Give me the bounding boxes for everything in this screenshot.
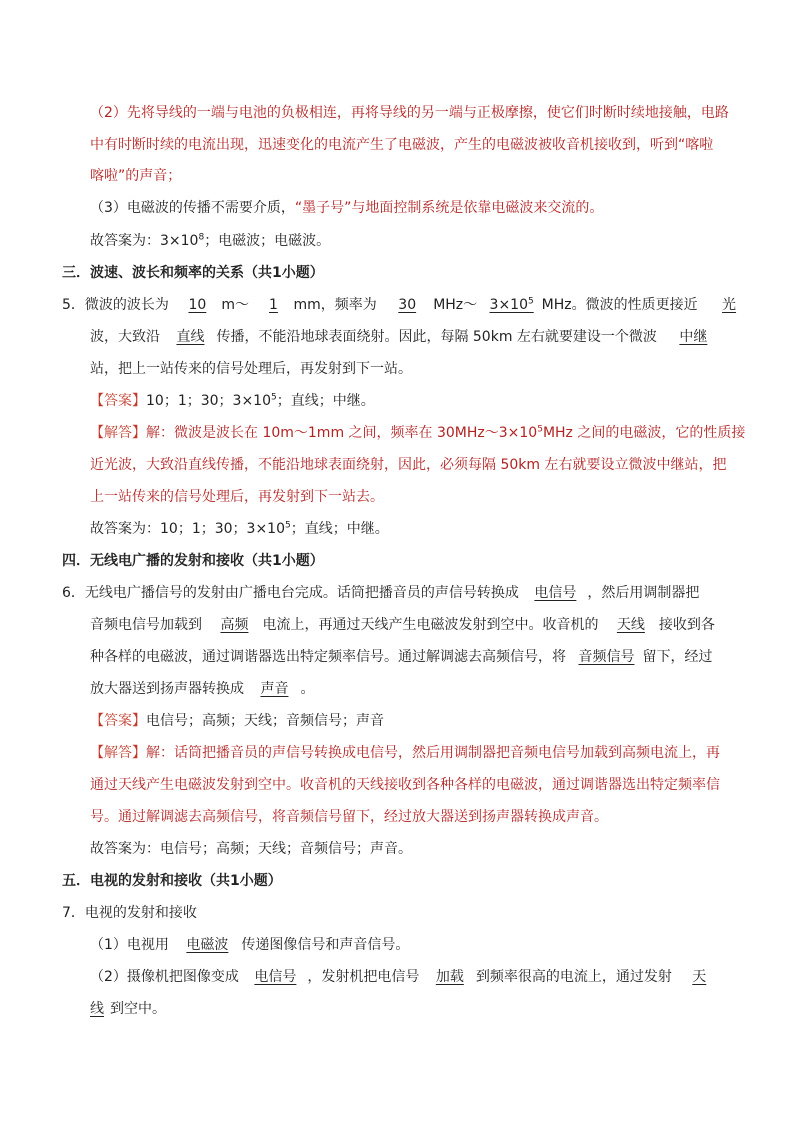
blank-answer: 电信号	[534, 585, 577, 601]
text: “墨子号”与地面控制系统是依靠电磁波来交流的。	[294, 200, 604, 216]
answer-line	[90, 390, 375, 412]
text: 音频电信号加载到	[90, 617, 202, 633]
superscript: 5	[527, 296, 534, 307]
blank-answer	[482, 294, 542, 316]
text: 传递图像信号和声音信号。	[241, 937, 410, 953]
answer-tag: 【答案】	[90, 393, 146, 409]
blank-answer: 1	[269, 297, 278, 313]
blank-answer: 声音	[260, 681, 289, 697]
text: ，然后用调制器把	[587, 585, 700, 601]
final-answer-line	[90, 230, 330, 252]
text: 放大器送到扬声器转换成	[90, 681, 244, 697]
text: ；直线；中继。	[290, 521, 389, 537]
text: 故答案为：3×10	[90, 233, 199, 249]
text: ；直线；中继。	[276, 393, 375, 409]
text: 解：微波是波长在 10m～1mm 之间，频率在 30MHz～3×10	[146, 425, 538, 441]
text: 解：话筒把播音员的声信号转换成电信号，然后用调制器把音频电信号加载到高频电流上，再	[146, 745, 720, 761]
question-7-part1	[90, 934, 409, 956]
blank-answer: 线	[90, 1001, 104, 1017]
superscript: 5	[285, 520, 291, 531]
question-6-line4	[90, 678, 314, 700]
explanation-line3: 上一站传来的信号处理后，再发射到下一站去。	[90, 489, 384, 505]
blank-answer: 中继	[679, 329, 708, 345]
section-title: 三．波速、波长和频率的关系（共1小题）	[62, 265, 324, 281]
answer-line	[90, 710, 384, 732]
question-7-title: 7．电视的发射和接收	[62, 905, 197, 921]
question-6-line1	[62, 582, 699, 604]
blank-answer: 天	[692, 969, 707, 985]
question-6-line3	[90, 646, 712, 668]
question-5-line3: 站，把上一站传来的信号处理后，再发射到下一站。	[90, 361, 412, 377]
blank-answer: 高频	[220, 617, 249, 633]
explanation-line1	[90, 742, 720, 764]
text: 留下，经过	[642, 649, 713, 665]
blank-answer: 直线	[176, 329, 205, 345]
section-title: 四．无线电广播的发射和接收（共1小题）	[62, 553, 324, 569]
text: 10；1；30；3×10	[146, 393, 271, 409]
answer-part3-line	[90, 197, 603, 219]
answer-part2-line2	[90, 134, 713, 156]
text: 电流上，再通过天线产生电磁波发射到空中。收音机的	[262, 617, 599, 633]
text: 接收到各	[658, 617, 715, 633]
blank-answer: 天线	[616, 617, 645, 633]
explanation-line3: 号。通过解调滤去高频信号，将音频信号留下，经过放大器送到扬声器转换成声音。	[90, 809, 608, 825]
question-5-line2	[90, 326, 709, 348]
answer-part2-line1	[90, 102, 729, 124]
text: 电信号；高频；天线；音频信号；声音	[146, 713, 384, 729]
text: 喀啦”的声音；	[90, 168, 182, 184]
text: 5．微波的波长为	[62, 297, 169, 313]
question-7-part2-line1	[90, 966, 708, 988]
text: 6．无线电广播信号的发射由广播电台完成。话筒把播音员的声信号转换成	[62, 585, 519, 601]
answer-part2-line3	[90, 165, 181, 187]
final-answer-line	[90, 518, 389, 540]
text: MHz～	[433, 297, 478, 313]
superscript: 8	[198, 232, 205, 243]
text: 种各样的电磁波，通过调谐器选出特定频率信号。通过解调滤去高频信号，将	[90, 649, 566, 665]
blank-answer: 电磁波	[186, 937, 229, 953]
explanation-line2: 近光波，大致沿直线传播，不能沿地球表面绕射，因此，必须每隔 50km 左右就要设立微波中继站，把	[90, 457, 727, 473]
text: 3×10	[489, 297, 528, 313]
question-5-line1	[62, 294, 738, 316]
blank-answer: 加载	[435, 969, 464, 985]
text: ，发射机把电信号	[307, 969, 420, 985]
text: （2）摄像机把图像变成	[90, 969, 239, 985]
text: （1）电视用	[90, 937, 169, 953]
superscript: 5	[271, 392, 277, 403]
text: 传播，不能沿地球表面绕射。因此，每隔 50km 左右就要建设一个微波	[216, 329, 657, 345]
blank-answer: 电信号	[254, 969, 297, 985]
text: 中有时断时续的电流出现，迅速变化的电流产生了电磁波，产生的电磁波被收音机接收到，听到“喀啦	[90, 137, 714, 153]
final-answer-line: 故答案为：电信号；高频；天线；音频信号；声音。	[90, 841, 412, 857]
explanation-line2: 通过天线产生电磁波发射到空中。收音机的天线接收到各种各样的电磁波，通过调谐器选出特定频率信	[90, 777, 720, 793]
text: ；电磁波；电磁波。	[204, 233, 331, 249]
text: （3）电磁波的传播不需要介质，	[90, 200, 295, 216]
blank-answer: 30	[398, 297, 417, 313]
question-7-part2-line2	[90, 998, 166, 1020]
text: m～	[221, 297, 250, 313]
text: MHz。微波的性质更接近	[541, 297, 698, 313]
blank-answer: 10	[188, 297, 207, 313]
text: 。	[300, 681, 315, 697]
text: 到频率很高的电流上，通过发射	[475, 969, 672, 985]
explanation-line1	[90, 422, 745, 444]
section-title: 五．电视的发射和接收（共1小题）	[62, 873, 282, 889]
text: mm，频率为	[293, 297, 377, 313]
blank-answer: 光	[722, 297, 737, 313]
blank-answer: 音频信号	[578, 649, 635, 665]
text: 波，大致沿	[90, 329, 160, 345]
text: （2）先将导线的一端与电池的负极相连，再将导线的另一端与正极摩擦，使它们时断时续地接触，电路	[90, 105, 729, 121]
text: 到空中。	[110, 1001, 166, 1017]
superscript: 5	[537, 424, 543, 435]
explanation-tag: 【解答】	[90, 745, 146, 761]
answer-tag: 【答案】	[90, 713, 146, 729]
text: 故答案为：10；1；30；3×10	[90, 521, 285, 537]
question-6-line2	[90, 614, 715, 636]
explanation-tag: 【解答】	[90, 425, 146, 441]
text: MHz 之间的电磁波，它的性质接	[542, 425, 746, 441]
